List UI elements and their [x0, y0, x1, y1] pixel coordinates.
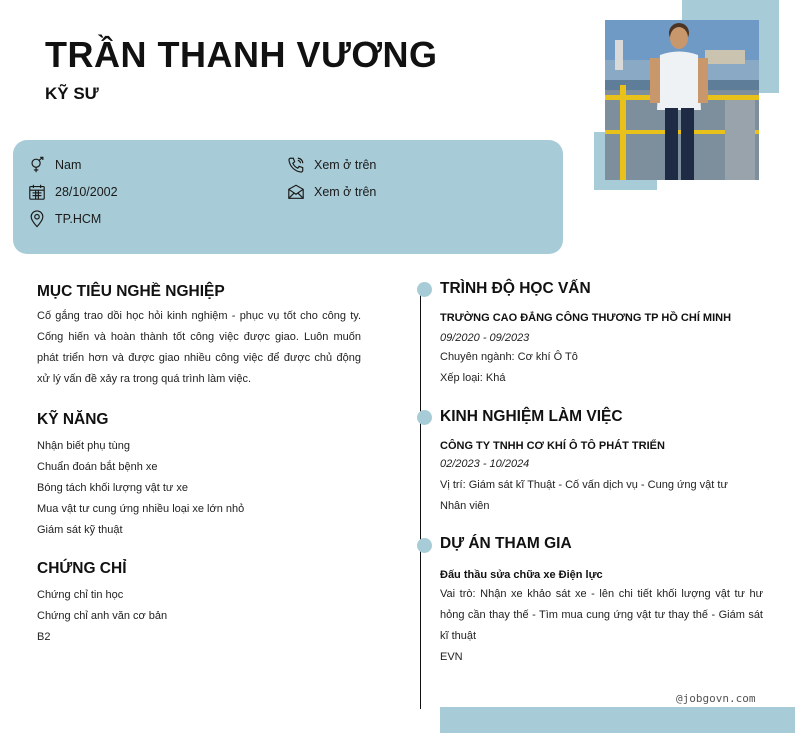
- mail-icon: [286, 182, 306, 202]
- watermark: @jobgovn.com: [676, 692, 756, 705]
- gender-text: Nam: [55, 158, 82, 172]
- timeline-line: [420, 289, 421, 709]
- calendar-icon: [27, 182, 47, 202]
- bottom-decoration-bar: [440, 707, 795, 733]
- profile-photo-illustration: [605, 20, 759, 180]
- certificate-item: Chứng chỉ tin học: [37, 589, 124, 601]
- project-client: EVN: [440, 651, 463, 663]
- email-text: Xem ở trên: [314, 185, 377, 199]
- certificate-item: B2: [37, 631, 51, 643]
- skills-list: [37, 438, 244, 543]
- experience-company: CÔNG TY TNHH CƠ KHÍ Ô TÔ PHÁT TRIỂN: [440, 440, 665, 452]
- location-text: TP.HCM: [55, 212, 102, 226]
- skill-item: Mua vật tư cung ứng nhiều loại xe lớn nhỏ: [37, 503, 245, 515]
- birthday-text: 28/10/2002: [55, 185, 118, 199]
- project-name: Đấu thầu sửa chữa xe Điện lực: [440, 569, 603, 581]
- certificates-list: [37, 587, 167, 650]
- timeline-dot: [417, 538, 432, 553]
- project-description: Vai trò: Nhận xe khảo sát xe - lên chi tiết khối lượng vật tư hư hỏng cần thay thế - Tìm mua cung ứng vật tư thay thế - Giám sát kĩ thuật: [440, 588, 763, 642]
- projects-title: DỰ ÁN THAM GIA: [440, 535, 572, 552]
- objective-title: MỤC TIÊU NGHỀ NGHIỆP: [37, 283, 225, 300]
- education-rank: Xếp loại: Khá: [440, 372, 506, 384]
- education-title: TRÌNH ĐỘ HỌC VẤN: [440, 280, 591, 297]
- candidate-name: TRẦN THANH VƯƠNG: [45, 34, 438, 75]
- skill-item: Chuẩn đoán bắt bệnh xe: [37, 461, 158, 473]
- objective-text: Cố gắng trao dồi học hỏi kinh nghiệm - phục vụ tốt cho công ty. Cống hiến và hoàn thành tốt công việc được giao. Luôn muốn phát triển hơn và được giao nhiều công việc để được chủ động xử lý vấn đề xảy ra trong quá trình làm việc.: [37, 310, 361, 385]
- skill-item: Giám sát kỹ thuật: [37, 524, 123, 536]
- profile-photo: [605, 20, 759, 180]
- education-school: TRƯỜNG CAO ĐẲNG CÔNG THƯƠNG TP HỒ CHÍ MINH: [440, 312, 732, 324]
- contact-email: [286, 182, 376, 202]
- education-period: 09/2020 - 09/2023: [440, 332, 530, 344]
- education-major: Chuyên ngành: Cơ khí Ô Tô: [440, 351, 578, 363]
- skill-item: Bóng tách khối lượng vật tư xe: [37, 482, 188, 494]
- contact-location: [27, 209, 101, 229]
- job-title: KỸ SƯ: [45, 84, 99, 103]
- skills-title: KỸ NĂNG: [37, 411, 109, 428]
- timeline-dot: [417, 282, 432, 297]
- contact-phone: [286, 155, 376, 175]
- gender-icon: [27, 155, 47, 175]
- experience-role: Vị trí: Giám sát kĩ Thuật - Cố vấn dịch vụ - Cung ứng vật tư: [440, 479, 728, 491]
- experience-position: Nhân viên: [440, 500, 490, 512]
- phone-text: Xem ở trên: [314, 158, 377, 172]
- phone-icon: [286, 155, 306, 175]
- skill-item: Nhận biết phụ tùng: [37, 440, 130, 452]
- experience-period: 02/2023 - 10/2024: [440, 458, 530, 470]
- location-pin-icon: [27, 209, 47, 229]
- certificate-item: Chứng chỉ anh văn cơ bản: [37, 610, 168, 622]
- contact-gender: [27, 155, 81, 175]
- timeline-dot: [417, 410, 432, 425]
- certificates-title: CHỨNG CHỈ: [37, 560, 127, 577]
- experience-title: KINH NGHIỆM LÀM VIỆC: [440, 408, 623, 425]
- contact-birthday: [27, 182, 118, 202]
